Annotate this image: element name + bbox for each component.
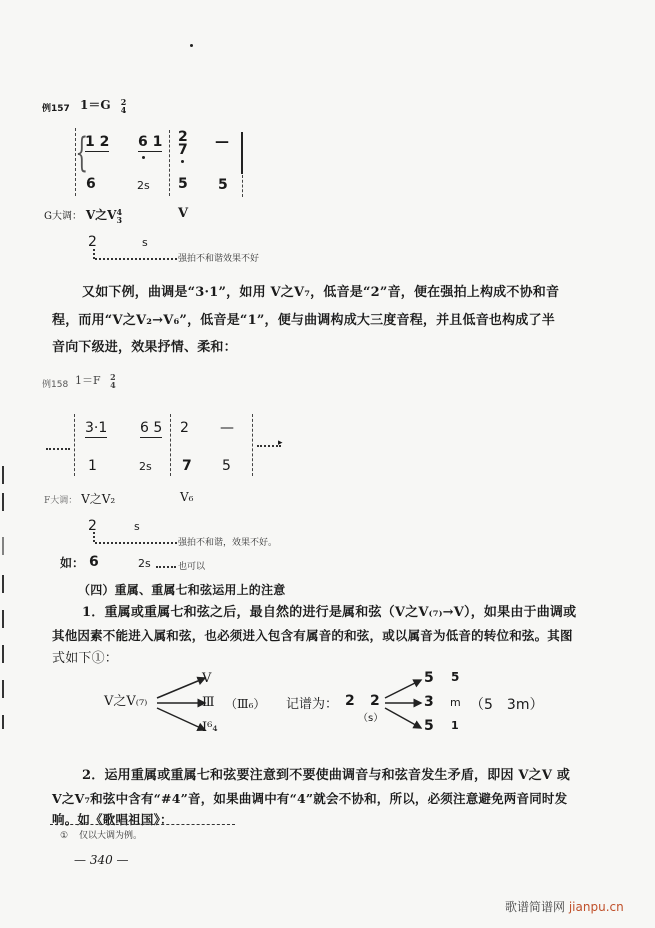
paragraph-line: 2．运用重属或重属七和弦要注意到不要使曲调音与和弦音发生矛盾，即因 V之V 或 <box>82 768 571 783</box>
annotation-text: 强拍不和谐，效果不好。 <box>178 538 278 548</box>
barline-end <box>252 414 254 476</box>
page-number: — 340 — <box>74 853 129 867</box>
bass-note: 5 <box>178 176 188 192</box>
notation-row-a: 5 <box>424 718 434 734</box>
diagram-target: Ⅲ <box>202 695 215 710</box>
binding-mark <box>2 466 4 484</box>
chord-symbol: V₆ <box>180 490 194 504</box>
bass-note: 2s <box>137 179 150 192</box>
binding-mark <box>2 575 4 593</box>
melody-note: 3·1 <box>85 420 108 436</box>
notation-label: 记谱为： <box>286 697 339 712</box>
paragraph-line: 又如下例，曲调是“3·1”，如用 V之V₇，低音是“2”音，便在强拍上构成不协和音 <box>82 285 560 300</box>
notation-row-a: 3 <box>424 694 434 710</box>
notation-row-alt: （5 3m） <box>470 697 544 713</box>
footnote <box>60 828 142 841</box>
footnote-text: 仅以大调为例。 <box>78 831 142 841</box>
bass-note: 2 <box>88 518 97 534</box>
barline-start <box>75 128 77 196</box>
watermark-site-name: 歌谱简谱网 <box>505 900 566 914</box>
chord-symbol: V之V <box>85 208 117 222</box>
bass-note: s <box>134 520 140 533</box>
key-signature: 1＝G <box>80 98 111 112</box>
bass-note: 5 <box>218 177 228 193</box>
melody-note: 1 2 <box>85 134 110 150</box>
chord-figure: 4 3 <box>116 206 123 225</box>
alt-note: 2s <box>138 557 151 570</box>
annotation-connector <box>93 532 95 542</box>
chord-analysis <box>44 206 122 224</box>
footnote-rule <box>50 824 235 825</box>
bass-note: 5 <box>222 458 231 474</box>
diagram-source: V之V₍₇₎ <box>104 694 148 709</box>
key-label: F大调： <box>44 496 78 506</box>
melody-dash: — <box>220 420 234 436</box>
chord-symbol: V之V₂ <box>81 492 116 506</box>
notation-row-b: 1 <box>451 719 459 732</box>
notation-row-b: 5 <box>451 670 460 684</box>
annotation-leader <box>95 542 177 544</box>
alt-leader <box>156 566 176 568</box>
annotation-text: 强拍不和谐效果不好 <box>178 254 260 264</box>
melody-note: 7 <box>178 142 188 158</box>
notation-row-b: m <box>450 696 461 709</box>
notation-note: 2 <box>370 693 380 709</box>
chord-analysis <box>44 490 115 507</box>
time-signature: 2 4 <box>120 96 127 115</box>
melody-dash: — <box>215 134 229 150</box>
watermark <box>505 898 624 915</box>
binding-mark <box>2 610 4 628</box>
barline-mid <box>169 130 171 196</box>
diagram-target: Ⅰ⁶₄ <box>202 720 218 735</box>
bass-note: 2 <box>88 234 97 250</box>
example-157-label: 例157 <box>42 104 70 114</box>
barline-start <box>74 414 76 476</box>
arrow-icon: ▸ <box>278 438 283 448</box>
paragraph-line: 程，而用“V之V₂→V₆”，低音是“1”，便与曲调构成大三度音程，并且低音也构成了半 <box>52 313 555 328</box>
low-octave-dot <box>142 156 145 159</box>
continuation-dots-left <box>46 448 70 450</box>
alt-label: 如： <box>60 556 85 570</box>
melody-note: 2 <box>180 420 189 436</box>
chord-symbol: V <box>178 206 189 221</box>
paragraph-line: 音向下级进，效果抒情、柔和： <box>52 340 237 355</box>
alt-annotation: 也可以 <box>178 562 206 572</box>
notation-paren: （s） <box>358 713 384 724</box>
footnote-marker: ① <box>60 831 69 841</box>
notation-row-a: 5 <box>424 670 434 686</box>
key-label: G大调： <box>44 211 82 222</box>
bass-note: s <box>142 236 148 249</box>
binding-mark <box>2 537 4 555</box>
example-158-label: 例158 <box>42 380 69 390</box>
section-heading: （四）重属、重属七和弦运用上的注意 <box>78 583 286 597</box>
barline-end <box>241 132 243 174</box>
melody-note: 6 5 <box>140 420 163 436</box>
binding-mark <box>2 645 4 663</box>
bass-note: 6 <box>86 176 96 192</box>
bass-note: 7 <box>182 458 192 474</box>
watermark-domain: jianpu.cn <box>568 900 624 914</box>
paragraph-line: 式如下①： <box>52 651 119 666</box>
example-157-key <box>80 96 126 114</box>
paragraph-line: 响。如《歌唱祖国》： <box>52 812 173 827</box>
notation-note: 2 <box>345 693 355 709</box>
bass-note: 1 <box>88 458 97 474</box>
example-158-key <box>75 372 116 389</box>
binding-mark <box>2 680 4 698</box>
time-signature: 2 4 <box>110 372 116 390</box>
brace-icon: { <box>75 130 89 176</box>
stray-mark <box>190 44 193 47</box>
binding-mark <box>2 715 4 729</box>
diagram-target-alt: （Ⅲ₆） <box>225 697 266 711</box>
binding-mark <box>2 493 4 511</box>
alt-note: 6 <box>89 554 99 570</box>
diagram-target: V <box>202 671 212 686</box>
barline-end-lower <box>242 175 244 197</box>
barline-mid <box>170 414 172 476</box>
low-octave-dot <box>181 160 184 163</box>
melody-note: 6 1 <box>138 134 163 150</box>
paragraph-line: 1．重属或重属七和弦之后，最自然的进行是属和弦（V之V₍₇₎→V），如果由于曲调或 <box>82 605 577 620</box>
paragraph-line: V之V₇和弦中含有“#4”音，如果曲调中有“4”就会不协和，所以，必须注意避免两音同时发 <box>52 791 568 806</box>
annotation-leader <box>95 258 177 260</box>
melody-note: 2 <box>178 129 188 145</box>
paragraph-line: 其他因素不能进入属和弦，也必须进入包含有属音的和弦，或以属音为低音的转位和弦。其图 <box>52 628 573 643</box>
bass-note: 2s <box>139 460 152 473</box>
diagram-arrows-right <box>383 670 443 740</box>
key-signature: 1＝F <box>75 374 101 387</box>
